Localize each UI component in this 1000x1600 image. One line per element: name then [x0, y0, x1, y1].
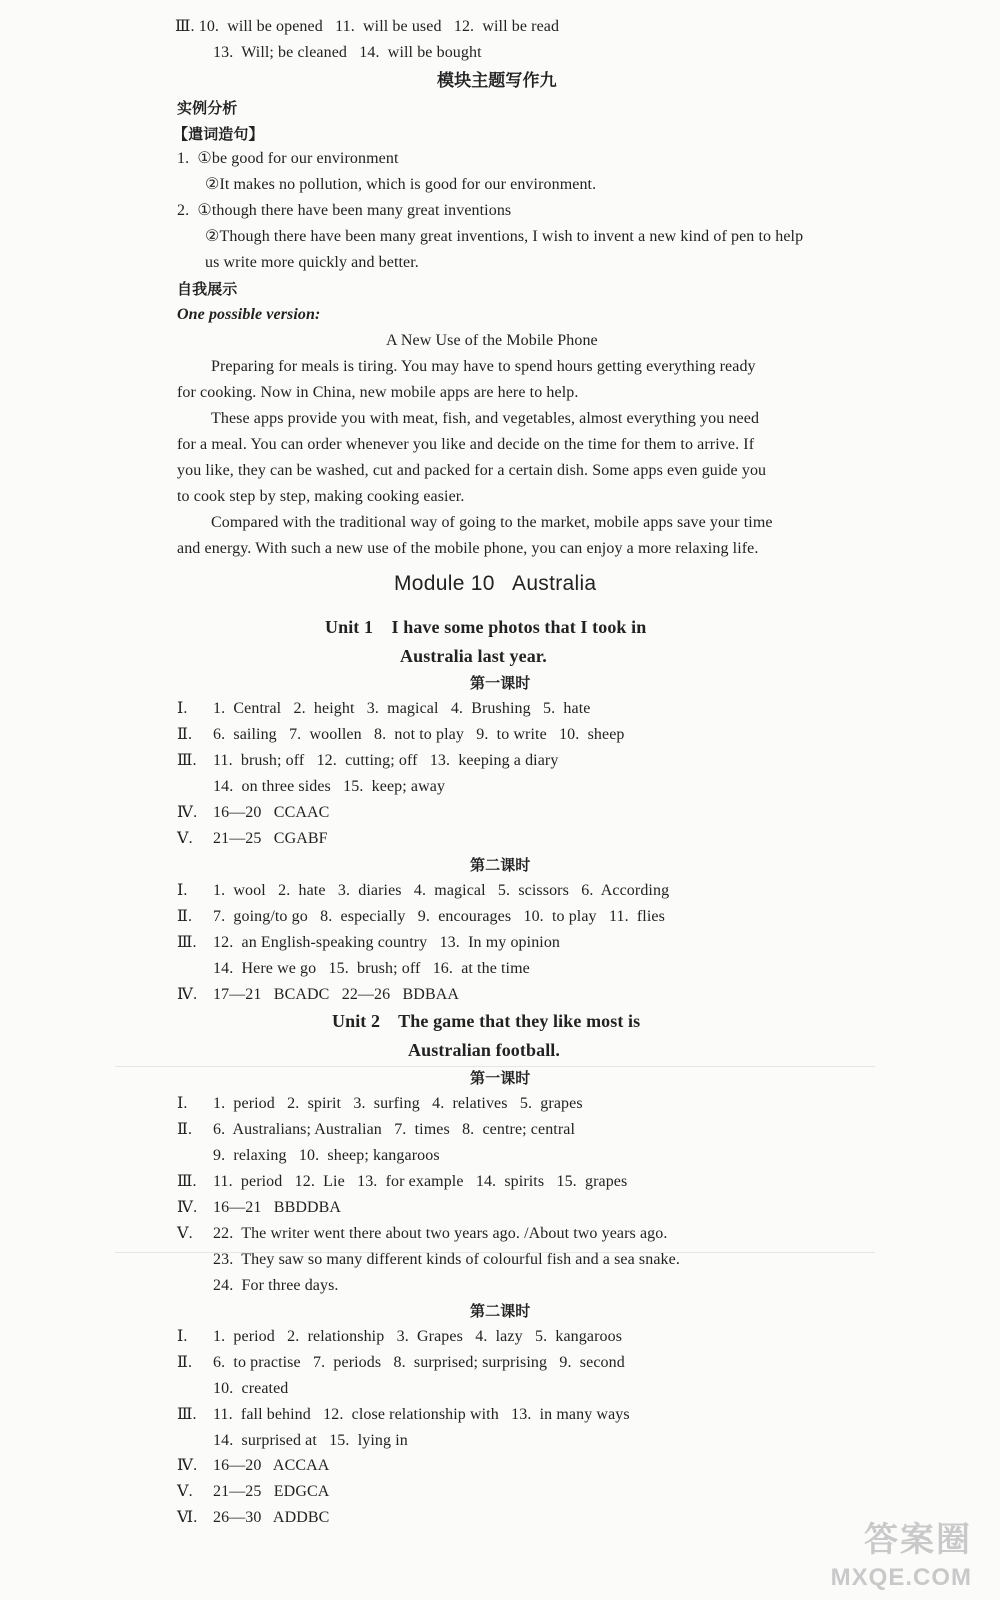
answer-row: Ⅴ. 21—25 CGABF: [177, 830, 328, 847]
answer-row: Ⅱ. 6. to practise 7. periods 8. surprised; surprising 9. second: [177, 1354, 625, 1371]
unit-title: Australia last year.: [400, 646, 547, 666]
answer-row: Ⅰ. 1. wool 2. hate 3. diaries 4. magical 5. scissors 6. According: [177, 882, 670, 899]
answer-line: 23. They saw so many different kinds of colourful fish and a sea snake.: [213, 1251, 680, 1268]
answer-row: Ⅰ. 1. Central 2. height 3. magical 4. Brushing 5. hate: [177, 700, 591, 717]
answer-line: ②It makes no pollution, which is good for our environment.: [205, 176, 597, 193]
answer-row: Ⅲ. 11. fall behind 12. close relationship with 13. in many ways: [177, 1406, 630, 1423]
answer-row: Ⅲ. 12. an English-speaking country 13. In my opinion: [177, 934, 561, 951]
essay-line: These apps provide you with meat, fish, and vegetables, almost everything you need: [211, 410, 760, 427]
answer-row: Ⅳ. 17—21 BCADC 22—26 BDBAA: [177, 986, 460, 1003]
answer-row: Ⅴ. 21—25 EDGCA: [177, 1483, 330, 1500]
unit-title: Unit 2 The game that they like most is: [332, 1011, 641, 1031]
module-title: Module 10 Australia: [394, 572, 597, 595]
lesson-label: 第二课时: [470, 1302, 531, 1320]
watermark-cn: 答案圈: [864, 1520, 972, 1560]
watermark-en: MXQE.COM: [830, 1564, 972, 1591]
essay-line: Preparing for meals is tiring. You may have to spend hours getting everything ready: [211, 358, 756, 375]
essay-line: to cook step by step, making cooking easier.: [177, 488, 465, 505]
answer-line: 13. Will; be cleaned 14. will be bought: [213, 44, 482, 61]
answer-row: Ⅰ. 1. period 2. relationship 3. Grapes 4. lazy 5. kangaroos: [177, 1328, 623, 1345]
answer-row: Ⅱ. 6. sailing 7. woollen 8. not to play 9. to write 10. sheep: [177, 726, 625, 743]
answer-line: 14. on three sides 15. keep; away: [213, 778, 446, 795]
essay-line: for cooking. Now in China, new mobile apps are here to help.: [177, 384, 579, 401]
answer-line: Ⅲ. 10. will be opened 11. will be used 12. will be read: [175, 18, 560, 35]
version-label: One possible version:: [177, 306, 321, 323]
lesson-label: 第一课时: [470, 1069, 531, 1087]
essay-line: Compared with the traditional way of going to the market, mobile apps save your time: [211, 514, 773, 531]
answer-row: Ⅲ. 11. period 12. Lie 13. for example 14. spirits 15. grapes: [177, 1173, 628, 1190]
answer-row: Ⅱ. 6. Australians; Australian 7. times 8. centre; central: [177, 1121, 576, 1138]
answer-row: Ⅰ. 1. period 2. spirit 3. surfing 4. relatives 5. grapes: [177, 1095, 583, 1112]
watermark-logo: [802, 1512, 972, 1592]
scan-artifact: [115, 1066, 875, 1067]
answer-line: 10. created: [213, 1380, 289, 1397]
answer-line: 1. ①be good for our environment: [177, 150, 399, 167]
answer-line: ②Though there have been many great inventions, I wish to invent a new kind of pen to help: [205, 228, 804, 245]
essay-line: you like, they can be washed, cut and packed for a certain dish. Some apps even guide you: [177, 462, 767, 479]
unit-title: Australian football.: [408, 1040, 561, 1060]
answer-row: Ⅴ. 22. The writer went there about two years ago. /About two years ago.: [177, 1225, 668, 1242]
answer-row: Ⅱ. 7. going/to go 8. especially 9. encourages 10. to play 11. flies: [177, 908, 665, 925]
lesson-label: 第一课时: [470, 674, 531, 692]
answer-line: 9. relaxing 10. sheep; kangaroos: [213, 1147, 440, 1164]
essay-line: and energy. With such a new use of the mobile phone, you can enjoy a more relaxing life.: [177, 540, 759, 557]
essay-title: A New Use of the Mobile Phone: [386, 332, 598, 349]
answer-row: Ⅳ. 16—20 ACCAA: [177, 1457, 330, 1474]
answer-row: Ⅵ. 26—30 ADDBC: [177, 1509, 330, 1526]
section-title: 模块主题写作九: [437, 71, 557, 91]
subsection-label: 实例分析: [177, 99, 238, 117]
answer-row: Ⅳ. 16—20 CCAAC: [177, 804, 330, 821]
subsection-label: 自我展示: [177, 280, 238, 298]
answer-line: 24. For three days.: [213, 1277, 339, 1294]
answer-line: 14. Here we go 15. brush; off 16. at the time: [213, 960, 530, 977]
subsection-label: 【遣词造句】: [173, 125, 264, 143]
answer-row: Ⅳ. 16—21 BBDDBA: [177, 1199, 342, 1216]
answer-line: 14. surprised at 15. lying in: [213, 1432, 408, 1449]
answer-row: Ⅲ. 11. brush; off 12. cutting; off 13. keeping a diary: [177, 752, 559, 769]
answer-line: us write more quickly and better.: [205, 254, 419, 271]
essay-line: for a meal. You can order whenever you like and decide on the time for them to arrive. If: [177, 436, 755, 453]
answer-line: 2. ①though there have been many great inventions: [177, 202, 512, 219]
unit-title: Unit 1 I have some photos that I took in: [325, 617, 647, 637]
lesson-label: 第二课时: [470, 856, 531, 874]
